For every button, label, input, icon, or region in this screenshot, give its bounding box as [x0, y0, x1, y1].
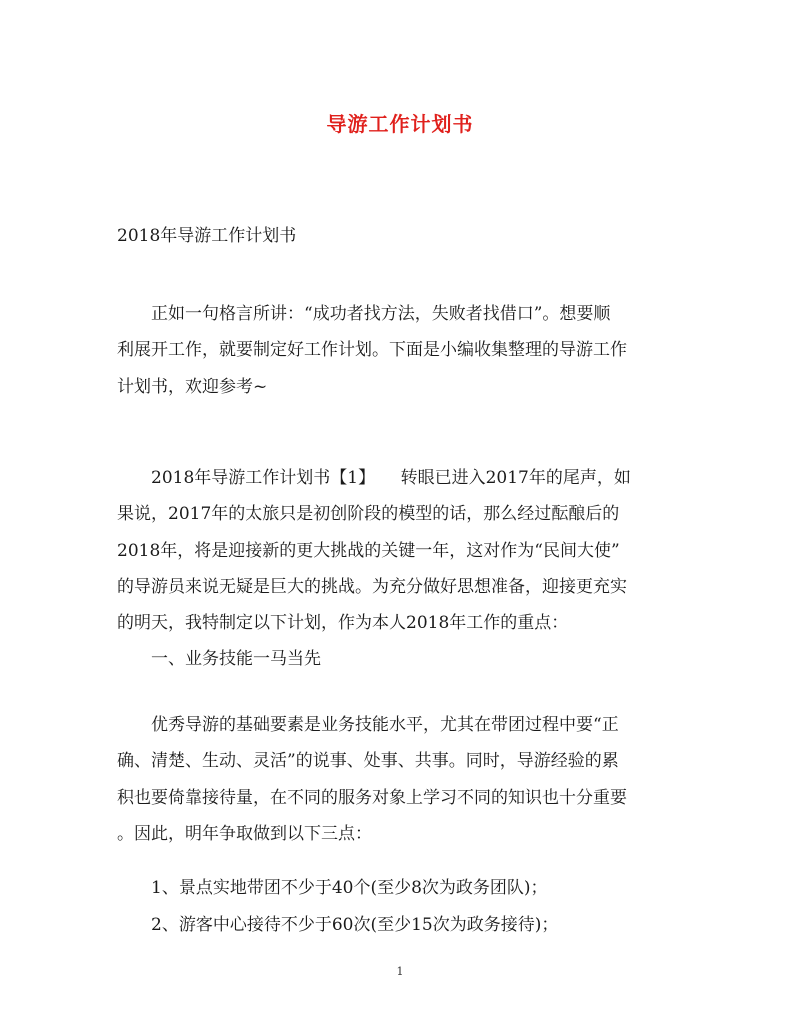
paragraph-line: 的明天，我特制定以下计划，作为本人2018年工作的重点：	[117, 613, 569, 634]
paragraph-line: 优秀导游的基础要素是业务技能水平，尤其在带团过程中要“正	[151, 715, 619, 735]
paragraph-line: 果说，2017年的太旅只是初创阶段的模型的话，那么经过酝酿后的	[117, 504, 620, 525]
document-subtitle: 2018年导游工作计划书	[117, 226, 297, 246]
paragraph-line: 积也要倚靠接待量，在不同的服务对象上学习不同的知识也十分重要	[117, 787, 627, 808]
paragraph-line: 2018年导游工作计划书【1】 转眼已进入2017年的尾声，如	[151, 468, 631, 488]
document-title: 导游工作计划书	[326, 112, 474, 136]
section-heading: 一、业务技能一马当先	[151, 649, 321, 670]
paragraph-line: 计划书，欢迎参考~	[117, 376, 268, 397]
paragraph-line: 的导游员来说无疑是巨大的挑战。为充分做好思想准备，迎接更充实	[117, 576, 627, 597]
list-item: 1、景点实地带团不少于40个(至少8次为政务团队)；	[151, 878, 548, 898]
paragraph-line: 利展开工作，就要制定好工作计划。下面是小编收集整理的导游工作	[117, 340, 627, 361]
plan-paragraph	[117, 460, 677, 678]
page-number: 1	[396, 965, 404, 978]
paragraph-line: 2018年，将是迎接新的更大挑战的关键一年，这对作为“民间大使”	[117, 540, 620, 561]
intro-paragraph	[117, 296, 677, 405]
list-item: 2、游客中心接待不少于60次(至少15次为政务接待)；	[151, 915, 559, 935]
paragraph-line: 确、清楚、生动、灵活”的说事、处事、共事。同时，导游经验的累	[117, 751, 619, 772]
body-paragraph	[117, 707, 677, 852]
paragraph-line: 。因此，明年争取做到以下三点：	[117, 823, 372, 844]
paragraph-line: 正如一句格言所讲：“成功者找方法，失败者找借口”。想要顺	[151, 304, 611, 324]
